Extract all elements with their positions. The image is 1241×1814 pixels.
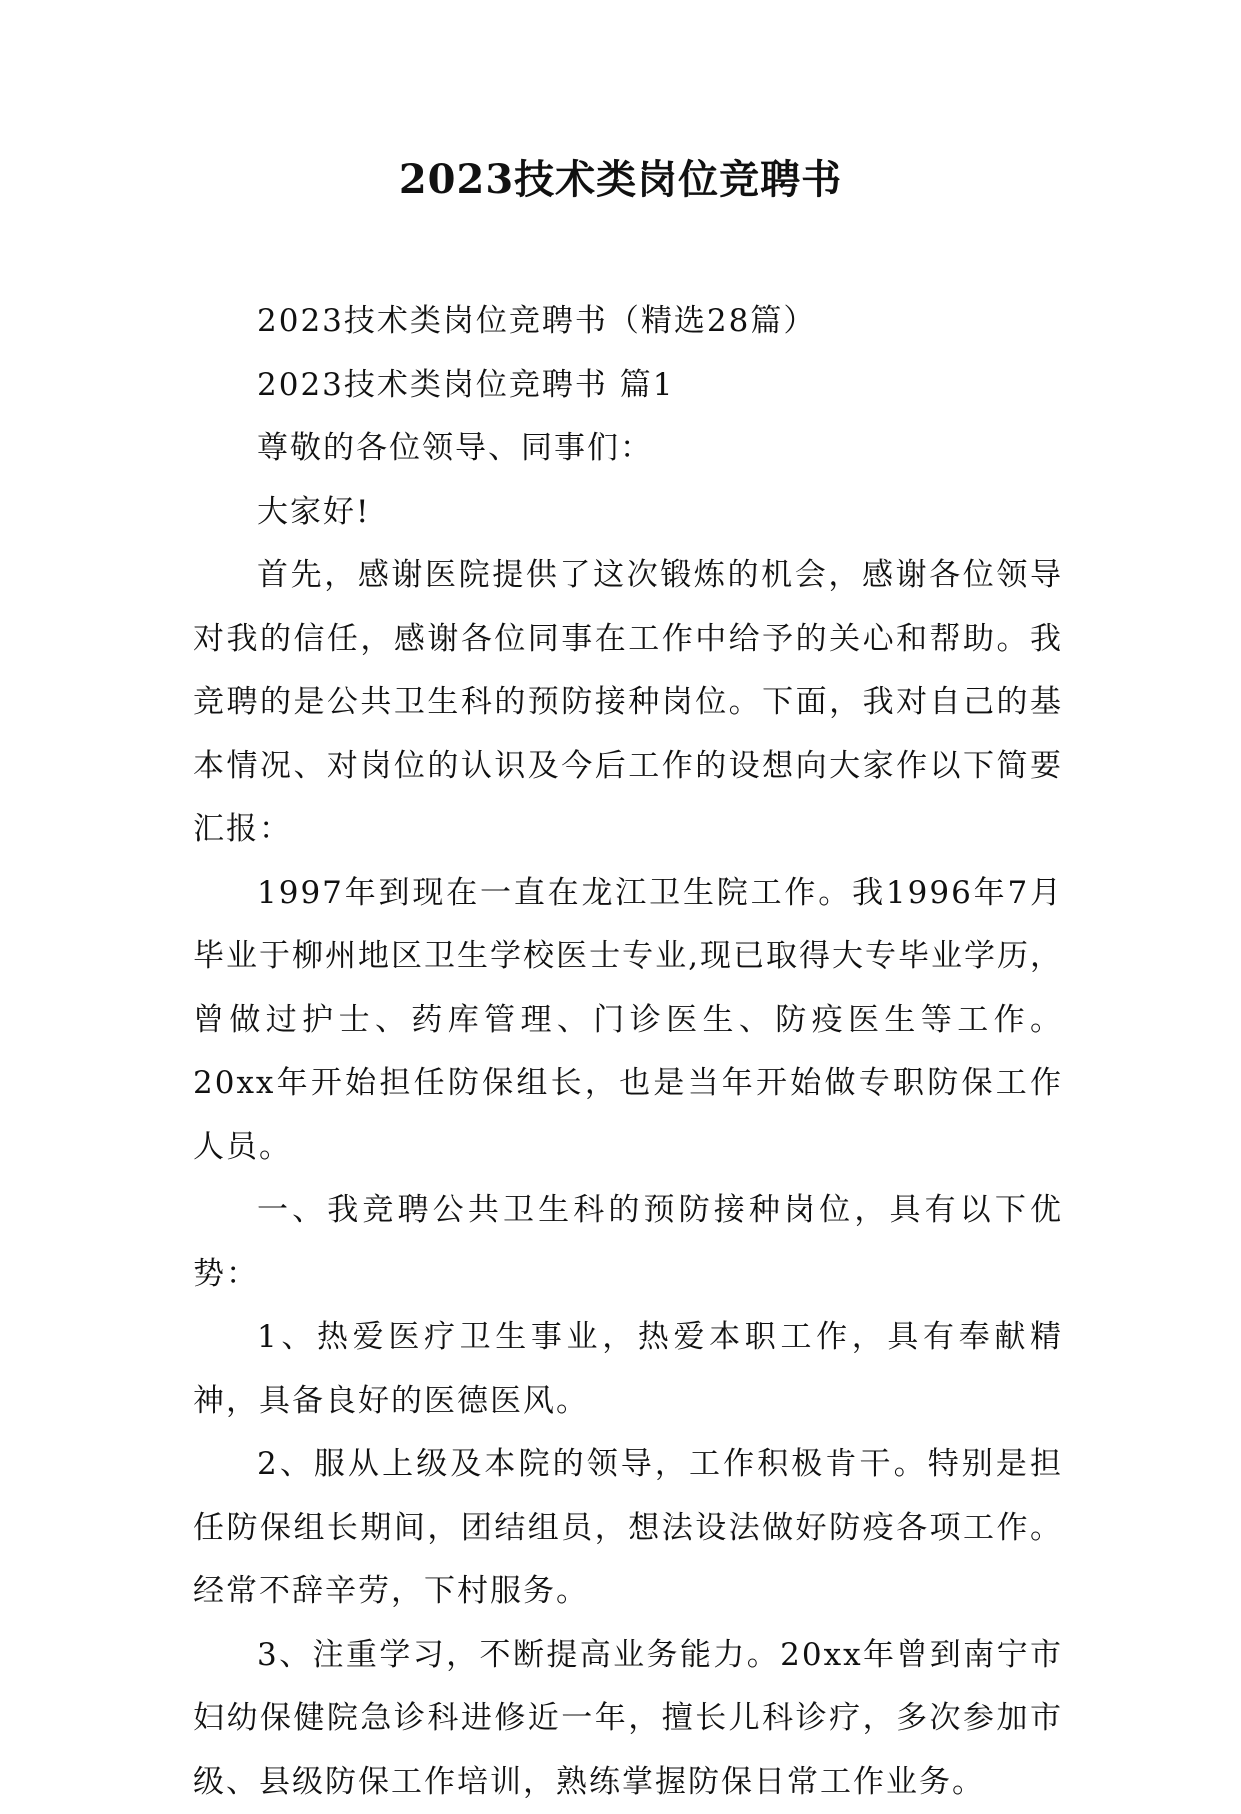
paragraph-background: 1997年到现在一直在龙江卫生院工作。我1996年7月毕业于柳州地区卫生学校医士专业,现已取得大专毕业学历，曾做过护士、药库管理、门诊医生、防疫医生等工作。20xx年开始担任防保组长，也是当年开始做专职防保工作人员。 <box>193 862 1063 1180</box>
paragraph-greeting: 大家好! <box>193 481 1063 545</box>
paragraph-advantage-1: 1、热爱医疗卫生事业，热爱本职工作，具有奉献精神，具备良好的医德医风。 <box>193 1306 1063 1433</box>
document-title: 2023技术类岗位竞聘书 <box>0 150 1241 210</box>
paragraph-salutation: 尊敬的各位领导、同事们： <box>193 417 1063 481</box>
document-body <box>193 290 1063 1814</box>
paragraph-intro: 首先，感谢医院提供了这次锻炼的机会，感谢各位领导对我的信任，感谢各位同事在工作中给予的关心和帮助。我竞聘的是公共卫生科的预防接种岗位。下面，我对自己的基本情况、对岗位的认识及今后工作的设想向大家作以下简要汇报： <box>193 544 1063 862</box>
paragraph-advantages-heading: 一、我竞聘公共卫生科的预防接种岗位，具有以下优势： <box>193 1179 1063 1306</box>
paragraph-subtitle: 2023技术类岗位竞聘书（精选28篇） <box>193 290 1063 354</box>
paragraph-section-heading: 2023技术类岗位竞聘书 篇1 <box>193 354 1063 418</box>
paragraph-advantage-2: 2、服从上级及本院的领导，工作积极肯干。特别是担任防保组长期间，团结组员，想法设法做好防疫各项工作。经常不辞辛劳，下村服务。 <box>193 1433 1063 1624</box>
paragraph-advantage-3: 3、注重学习，不断提高业务能力。20xx年曾到南宁市妇幼保健院急诊科进修近一年，擅长儿科诊疗，多次参加市级、县级防保工作培训，熟练掌握防保日常工作业务。 <box>193 1624 1063 1814</box>
